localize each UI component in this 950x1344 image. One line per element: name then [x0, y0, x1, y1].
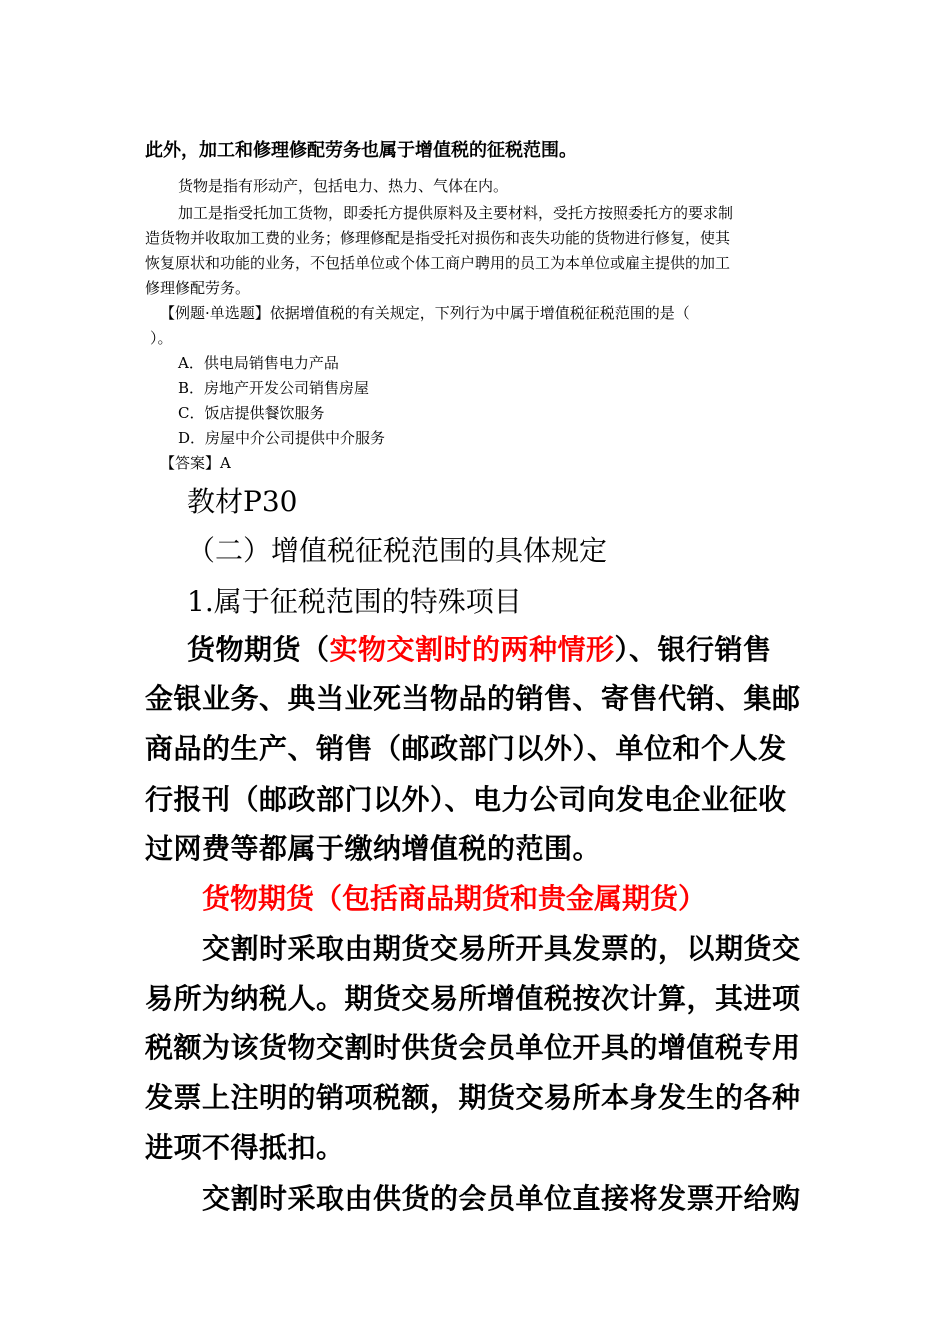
example-answer: 【答案】A [160, 454, 231, 472]
textbook-reference: 教材P30 [187, 485, 298, 518]
special-items-line: 行报刊（邮政部门以外）、电力公司向发电企业征收 [145, 783, 787, 816]
example-question-end: ）。 [150, 329, 173, 347]
special-items-line: 金银业务、典当业死当物品的销售、寄售代销、集邮 [145, 682, 801, 715]
example-option-c: C．饭店提供餐饮服务 [178, 404, 325, 422]
processing-definition-line: 造货物并收取加工费的业务；修理修配是指受托对损伤和丧失功能的货物进行修复，使其 [145, 229, 731, 247]
example-option-a: A．供电局销售电力产品 [178, 354, 339, 372]
futures-paragraph-line: 税额为该货物交割时供货会员单位开具的增值税专用 [145, 1031, 801, 1064]
example-option-b: B．房地产开发公司销售房屋 [178, 379, 370, 397]
subsection-title: 1.属于征税范围的特殊项目 [187, 585, 522, 618]
special-items-line [187, 632, 772, 668]
futures-paragraph-line: 发票上注明的销项税额，期货交易所本身发生的各种 [145, 1081, 801, 1114]
futures-paragraph-line: 交割时采取由期货交易所开具发票的，以期货交 [202, 932, 801, 965]
futures-paragraph-line: 易所为纳税人。期货交易所增值税按次计算，其进项 [145, 982, 801, 1015]
special-items-text: 货物期货（ [187, 633, 330, 666]
top-heading: 此外，加工和修理修配劳务也属于增值税的征税范围。 [145, 140, 577, 161]
futures-heading: 货物期货（包括商品期货和贵金属期货） [202, 882, 707, 915]
special-items-line: 商品的生产、销售（邮政部门以外）、单位和个人发 [145, 732, 787, 765]
special-items-line: 过网费等都属于缴纳增值税的范围。 [145, 832, 602, 865]
special-items-text: ）、银行销售 [614, 633, 772, 666]
section-title: （二）增值税征税范围的具体规定 [187, 534, 608, 567]
goods-definition: 货物是指有形动产，包括电力、热力、气体在内。 [178, 177, 509, 195]
futures-paragraph-line: 进项不得抵扣。 [145, 1131, 345, 1164]
processing-definition-line: 加工是指受托加工货物，即委托方提供原料及主要材料，受托方按照委托方的要求制 [178, 204, 734, 222]
futures-paragraph-2-line: 交割时采取由供货的会员单位直接将发票开给购 [202, 1182, 801, 1215]
processing-definition-line: 修理修配劳务。 [145, 279, 251, 297]
example-option-d: D．房屋中介公司提供中介服务 [178, 429, 386, 447]
processing-definition-line: 恢复原状和功能的业务，不包括单位或个体工商户聘用的员工为本单位或雇主提供的加工 [145, 254, 731, 272]
example-question: 【例题·单选题】依据增值税的有关规定，下列行为中属于增值税征税范围的是（ [160, 304, 690, 322]
emphasis-text: 实物交割时的两种情形 [329, 633, 615, 666]
